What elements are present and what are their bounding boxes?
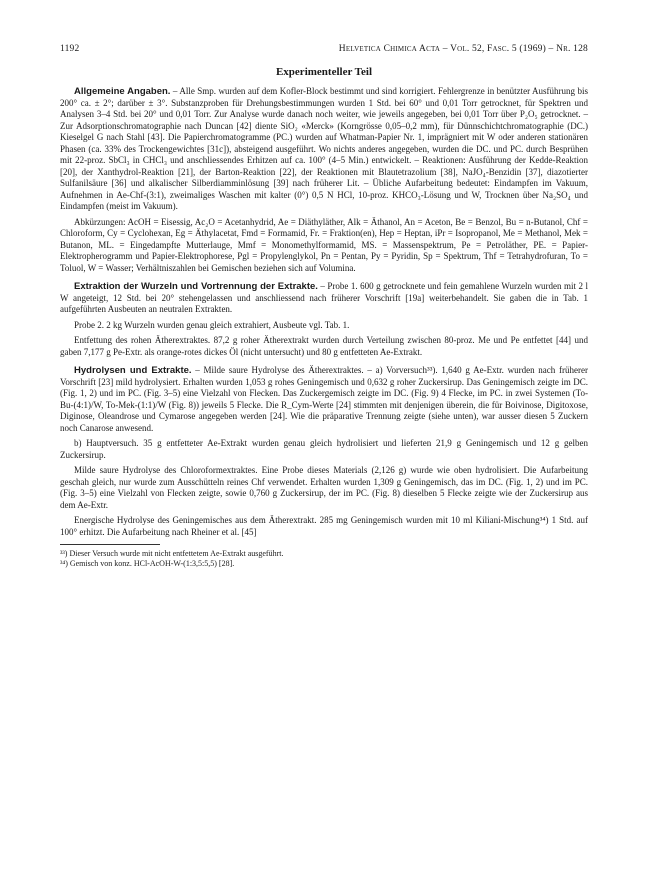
footnotes xyxy=(60,544,588,569)
paragraph-body: b) Hauptversuch. 35 g entfetteter Ae-Extrakt wurden genau gleich hydrolisiert und lieferten 21,9 g Geningemisch und 12 g gelben Zuckersirup. xyxy=(60,438,588,460)
paragraph-lead: Allgemeine Angaben. xyxy=(74,86,171,97)
paragraph-body: Abkürzungen: AcOH = Eisessig, Ac₂O = Acetanhydrid, Ae = Diäthyläther, Alk = Äthanol, An = Aceton, Be = Benzol, Bu = n-Butanol, Chf = Chloroform, Cy = Cyclohexan, Eg = Äthylacetat, Fmd = Formamid, Fr. = Fraktion(en), Hep = Heptan, iPr = Isopropanol, Me = Methanol, Mek = Butanon, ML. = Eingedampfte Mutterlauge, Mmf = Monomethylformamid, MS. = Massenspektrum, Pe = Petroläther, PE. = Papier-Elektropherogramm und Papier-Elektrophorese, Pgl = Propylenglykol, Pn = Pentan, Py = Pyridin, Sp = Spektrum, Thf = Tetrahydrofuran, To = Toluol, W = Wasser; Verhältniszahlen bei Gemischen beziehen sich auf Volumina. xyxy=(60,216,588,273)
paragraph-body: – Alle Smp. wurden auf dem Kofler-Block bestimmt und sind korrigiert. Fehlergrenze in benützter Ausführung bis 200° ca. ± 2°; darüber ± 3°. Substanzproben für Drehungsbestimmungen wurden 1 Std. bei 60° und 0,01 Torr getrocknet, für Spektren und Analysen 3–4 Std. bei 20° und 0,01 Torr. Zur Analyse wurde danach noch weiter, wie jeweils angegeben, bei 0,01 Torr über P₂O₅ getrocknet. – Zur Adsorptionschromatographie nach Duncan [42] diente SiO₂ «Merck» (Korngrösse 0,05–0,2 mm), für Dünnschichtchromatographie (DC.) Kieselgel G nach Stahl [43]. Die Papierchromatogramme (PC.) wurden auf Whatman-Papier Nr. 1, imprägniert mit W oder anderen stationären Phasen (ca. 33% des Trockengewichtes [31c]), absteigend ausgeführt. Wo nichts anderes angegeben, wurden die DC. und PC. durch Besprühen mit 22-proz. SbCl₃ in CHCl₃ und anschliessendes Erhitzen auf ca. 100° (4–5 Min.) entwickelt. – Reaktionen: Ausführung der Kedde-Reaktion [20], der Xanthydrol-Reaktion [21], der Barton-Reaktion [22], der Reaktionen mit Blautetrazolium [38], NaJO₄-Benzidin [37], diazotierter Sulfanilsäure [36] und alkalischer Silberdiamminlösung [39] nach früherer Lit. – Übliche Aufarbeitung bedeutet: Eindampfen im Vakuum, Aufnehmen in Ae-Chf-(3:1), zweimaliges Waschen mit kalter (0°) 0,5 N HCl, 10-proz. KHCO₃-Lösung und W, Trocknen über Na₂SO₄ und Eindampfen (meist im Vakuum). xyxy=(60,86,588,211)
section-title: Experimenteller Teil xyxy=(275,66,373,78)
paragraph-lead: Extraktion der Wurzeln und Vortrennung der Extrakte. xyxy=(74,281,318,292)
paper-page xyxy=(60,44,588,569)
paragraph-body: Milde saure Hydrolyse des Chloroformextraktes. Eine Probe dieses Materials (2,126 g) wurde wie oben hydrolisiert. Die Aufarbeitung geschah gleich, nur wurde zum Ausschütteln reines Chf verwendet. Erhalten wurden 1,309 g Geningemisch, das im DC. (Fig. 1, 2) und im PC. (Fig. 3–5) eine Vielzahl von Flecken zeigte, sowie 0,760 g Zuckersirup, der im PC. (Fig. 8) dieselben 5 Flecke zeigte wie der Zuckersirup aus dem Ae-Extr. xyxy=(60,465,588,510)
paragraph-extraction xyxy=(60,281,588,316)
page-number: 1192 xyxy=(60,44,80,54)
paragraph-energetic-hydrolysis xyxy=(60,515,588,538)
footnote: ³⁴) Gemisch von konz. HCl-AcOH-W-(1:3,5:5,5) [28]. xyxy=(60,559,235,568)
paragraph-chloroform-hydrolysis xyxy=(60,465,588,511)
paragraph-body: Energische Hydrolyse des Geningemisches aus dem Ätherextrakt. 285 mg Geningemisch wurden mit 10 ml Kiliani-Mischung³⁴) 1 Std. auf 100° erhitzt. Die Aufarbeitung nach Rheiner et al. [45] xyxy=(60,515,588,537)
paragraph-body: – Milde saure Hydrolyse des Ätherextraktes. – a) Vorversuch³³). 1,640 g Ae-Extr. wurden nach früherer Vorschrift [23] mild hydrolysiert. Erhalten wurden 1,053 g rohes Geningemisch und 0,632 g roher Zuckersirup. Das Geningemisch zeigte im DC. (Fig. 1, 2) und im PC. (Fig. 3–5) eine Vielzahl von Flecken. Das Zuckergemisch zeigte im DC. (Fig. 9) 4 Flecke, im PC. in zwei Systemen (To-Bu-(4:1)/W, To-Mek-(1:1)/W (Fig. 8)) jeweils 5 Flecke. Die R_Cym-Werte [24] stimmten mit denjenigen überein, die für Boivinose, Digitoxose, Diginose, Oleandrose und Cymarose angegeben werden [24]. Wie die präparative Trennung zeigte (siehe unten), war ausser diesen 5 Zuckern noch Canarose anwesend. xyxy=(60,365,588,433)
paragraph-body: – Probe 1. 600 g getrocknete und fein gemahlene Wurzeln wurden mit 2 l W angeteigt, 12 Std. bei 20° stehengelassen und anschliessend nach früherer Vorschrift [19a] weiterbehandelt. Sie gaben die in Tab. 1 aufgeführten Ausbeuten an neutralen Extrakten. xyxy=(60,281,588,314)
paragraph-body: Probe 2. 2 kg Wurzeln wurden genau gleich extrahiert, Ausbeute vgl. Tab. 1. xyxy=(74,319,350,330)
paragraph-general-info xyxy=(60,86,588,213)
paragraph-main-experiment xyxy=(60,438,588,461)
paragraph-defatting xyxy=(60,335,588,358)
footnote: ³³) Dieser Versuch wurde mit nicht entfettetem Ae-Extrakt ausgeführt. xyxy=(60,549,284,558)
paragraph-probe-2 xyxy=(60,320,588,332)
footnote-divider xyxy=(60,544,160,545)
running-header xyxy=(60,44,588,54)
paragraph-lead: Hydrolysen und Extrakte. xyxy=(74,365,192,376)
journal-reference: Helvetica Chimica Acta – Vol. 52, Fasc. 5 (1969) – Nr. 128 xyxy=(338,44,588,54)
paragraph-abbreviations xyxy=(60,217,588,275)
paragraph-body: Entfettung des rohen Ätherextraktes. 87,2 g roher Ätherextrakt wurden durch Verteilung zwischen 80-proz. Me und Pe entfettet [44] und gaben 7,177 g Pe-Extr. als orange-rotes dickes Öl (nicht untersucht) und 80 g entfetteten Ae-Extrakt. xyxy=(60,335,588,357)
paragraph-hydrolysis xyxy=(60,365,588,434)
